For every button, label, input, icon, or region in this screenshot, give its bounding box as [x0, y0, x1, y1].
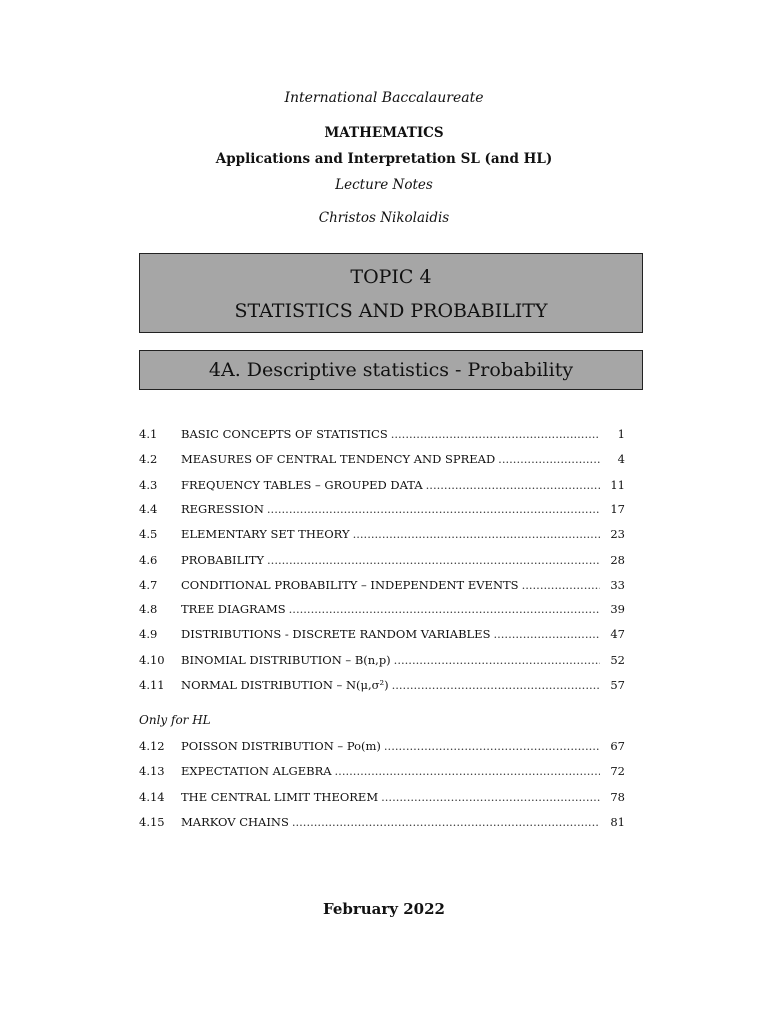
toc-number: 4.3	[139, 478, 158, 492]
toc-page: 57	[610, 678, 625, 692]
toc-leader	[394, 651, 600, 669]
toc-page: 47	[610, 627, 625, 641]
toc-title: EXPECTATION ALGEBRA	[181, 764, 332, 778]
toc-title: BINOMIAL DISTRIBUTION – B(n,p)	[181, 653, 391, 667]
toc-leader	[267, 500, 600, 518]
toc-row[interactable]	[139, 762, 625, 780]
institution-name: International Baccalaureate	[284, 90, 484, 106]
toc-leader	[335, 762, 600, 780]
toc-page: 11	[610, 478, 625, 492]
toc-leader	[381, 788, 600, 806]
subtopic-box	[139, 350, 643, 390]
toc-leader	[267, 551, 600, 569]
toc-number: 4.9	[139, 627, 158, 641]
toc-number: 4.8	[139, 602, 158, 616]
toc-leader	[289, 600, 600, 618]
toc-leader	[292, 813, 600, 831]
toc-number: 4.1	[139, 427, 158, 441]
toc-title: ELEMENTARY SET THEORY	[181, 527, 350, 541]
toc-title: FREQUENCY TABLES – GROUPED DATA	[181, 478, 423, 492]
toc-title: TREE DIAGRAMS	[181, 602, 286, 616]
toc-leader	[392, 676, 600, 694]
document-type: Lecture Notes	[335, 177, 433, 193]
toc-leader	[384, 737, 600, 755]
hl-section-label: Only for HL	[139, 713, 211, 727]
topic-box	[139, 253, 643, 333]
toc-title: REGRESSION	[181, 502, 264, 516]
toc-row[interactable]	[139, 737, 625, 755]
toc-number: 4.7	[139, 578, 158, 592]
toc-title: BASIC CONCEPTS OF STATISTICS	[181, 427, 388, 441]
topic-title: STATISTICS AND PROBABILITY	[234, 300, 548, 322]
toc-page: 1	[617, 427, 625, 441]
toc-number: 4.10	[139, 653, 165, 667]
subtopic-title: 4A. Descriptive statistics - Probability	[208, 359, 574, 381]
toc-number: 4.2	[139, 452, 158, 466]
toc-leader	[391, 425, 600, 443]
toc-leader	[426, 476, 600, 494]
toc-title: MEASURES OF CENTRAL TENDENCY AND SPREAD	[181, 452, 496, 466]
toc-number: 4.13	[139, 764, 165, 778]
toc-leader	[522, 576, 600, 594]
toc-row[interactable]	[139, 525, 625, 543]
toc-leader	[498, 450, 600, 468]
toc-number: 4.6	[139, 553, 158, 567]
toc-title: THE CENTRAL LIMIT THEOREM	[181, 790, 379, 804]
toc-title: PROBABILITY	[181, 553, 265, 567]
toc-number: 4.14	[139, 790, 165, 804]
toc-title: MARKOV CHAINS	[181, 815, 289, 829]
toc-number: 4.5	[139, 527, 158, 541]
toc-page: 81	[610, 815, 625, 829]
toc-page: 17	[610, 502, 625, 516]
toc-page: 39	[610, 602, 625, 616]
toc-row[interactable]	[139, 788, 625, 806]
toc-row[interactable]	[139, 500, 625, 518]
toc-title: POISSON DISTRIBUTION – Po(m)	[181, 739, 381, 753]
toc-page: 72	[610, 764, 625, 778]
toc-row[interactable]	[139, 450, 625, 468]
toc-row[interactable]	[139, 425, 625, 443]
toc-page: 4	[617, 452, 625, 466]
toc-row[interactable]	[139, 476, 625, 494]
toc-page: 78	[610, 790, 625, 804]
toc-page: 52	[610, 653, 625, 667]
toc-title: DISTRIBUTIONS - DISCRETE RANDOM VARIABLES	[181, 627, 491, 641]
toc-number: 4.4	[139, 502, 158, 516]
toc-page: 23	[610, 527, 625, 541]
toc-row[interactable]	[139, 600, 625, 618]
toc-title: NORMAL DISTRIBUTION – N(μ,σ²)	[181, 678, 389, 692]
toc-page: 67	[610, 739, 625, 753]
course-title: Applications and Interpretation SL (and HL)	[215, 151, 553, 167]
toc-row[interactable]	[139, 651, 625, 669]
toc-number: 4.15	[139, 815, 165, 829]
toc-row[interactable]	[139, 813, 625, 831]
toc-row[interactable]	[139, 625, 625, 643]
toc-title: CONDITIONAL PROBABILITY – INDEPENDENT EVENTS	[181, 578, 519, 592]
author-name: Christos Nikolaidis	[318, 210, 450, 226]
toc-row[interactable]	[139, 676, 625, 694]
toc-page: 33	[610, 578, 625, 592]
toc-row[interactable]	[139, 551, 625, 569]
subject-title: MATHEMATICS	[324, 125, 444, 141]
toc-leader	[353, 525, 600, 543]
toc-page: 28	[610, 553, 625, 567]
toc-number: 4.12	[139, 739, 165, 753]
toc-number: 4.11	[139, 678, 165, 692]
toc-row[interactable]	[139, 576, 625, 594]
publication-date: February 2022	[323, 900, 445, 918]
topic-number: TOPIC 4	[350, 266, 432, 288]
toc-leader	[493, 625, 600, 643]
